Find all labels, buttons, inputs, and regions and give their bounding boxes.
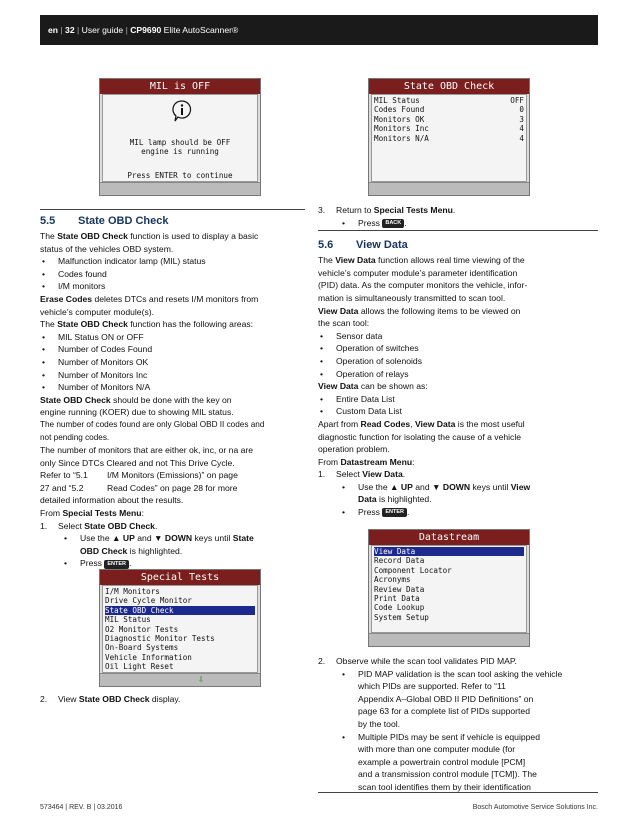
back-key-icon: BACK	[382, 219, 404, 228]
menu-item[interactable]: Review Data	[374, 584, 425, 594]
state-row: MIL Status OFF	[374, 96, 524, 105]
paragraph: The number of monitors that are either ok, inc, or na are	[40, 445, 254, 456]
page-header	[40, 15, 598, 45]
screen-title: Special Tests	[100, 570, 260, 585]
screen-footer	[369, 182, 529, 195]
paragraph: operation problem.	[318, 444, 390, 455]
paragraph: not pending codes.	[40, 432, 110, 442]
menu-item[interactable]: Code Lookup	[374, 603, 425, 613]
menu-item[interactable]: I/M Monitors	[105, 587, 160, 596]
divider	[40, 209, 305, 210]
list-item: • Number of Codes Found	[40, 343, 308, 356]
list-item: • I/M monitors	[40, 280, 308, 293]
mil-line-2: engine is running	[141, 147, 219, 156]
substep: • Use the ▲ UP and ▼ DOWN keys until View	[318, 481, 598, 494]
menu-item[interactable]: Drive Cycle Monitor	[105, 596, 192, 606]
paragraph: From Special Tests Menu:	[40, 508, 144, 519]
paragraph: State OBD Check should be done with the key on	[40, 394, 232, 405]
paragraph: diagnostic function for isolating the cause of a vehicle	[318, 431, 522, 442]
substep: • PID MAP validation is the scan tool asking the vehicle	[318, 668, 598, 681]
mil-line-1: MIL lamp should be OFF	[129, 138, 231, 147]
screen-title: MIL is OFF	[100, 79, 260, 94]
substep-cont: by the tool.	[358, 718, 401, 729]
menu-item[interactable]: Acronyms	[374, 575, 411, 585]
menu-item[interactable]: O2 Monitor Tests	[105, 624, 179, 634]
menu-item[interactable]: On-Board Systems	[105, 643, 179, 653]
state-obd-screen	[368, 78, 530, 196]
menu-item[interactable]: Diagnostic Monitor Tests	[105, 634, 215, 644]
screen-title: Datastream	[369, 530, 529, 545]
substep-cont: scan tool identifies them by their identification	[358, 781, 531, 792]
substep: • Use the ▲ UP and ▼ DOWN keys until State	[40, 532, 308, 545]
screen-footer	[100, 182, 260, 195]
special-tests-screen	[99, 569, 261, 687]
list-item: • Operation of solenoids	[318, 355, 598, 368]
mil-prompt: Press ENTER to continue	[127, 171, 233, 180]
list-item: • MIL Status ON or OFF	[40, 331, 308, 344]
cross-reference[interactable]: Refer to “5.1 I/M Monitors (Emissions)” on page	[40, 470, 238, 481]
substep-cont: page 63 for a complete list of PIDs supported	[358, 706, 530, 717]
list-item: • Number of Monitors N/A	[40, 381, 308, 394]
screen-footer	[369, 633, 529, 646]
paragraph: (PID) data. As the computer monitors the vehicle, infor-	[318, 280, 528, 291]
paragraph: detailed information about the results.	[40, 495, 184, 506]
left-column	[40, 214, 308, 570]
paragraph: The number of codes found are only Global OBD II codes and	[40, 419, 265, 429]
paragraph: mation is simultaneously transmitted to scan tool.	[318, 292, 506, 303]
info-icon	[172, 100, 192, 122]
paragraph: status of the vehicles OBD system.	[40, 243, 174, 254]
paragraph: The State OBD Check function has the following areas:	[40, 319, 254, 330]
list-item: • Malfunction indicator lamp (MIL) status	[40, 255, 308, 268]
list-item: • Sensor data	[318, 330, 598, 343]
paragraph: the scan tool:	[318, 318, 370, 329]
substep: • Press ENTER .	[40, 557, 308, 570]
step-2: 2. Observe while the scan tool validates PID MAP.	[318, 656, 517, 666]
paragraph: The State OBD Check function is used to display a basic	[40, 231, 259, 241]
state-row: Monitors N/A 4	[374, 133, 524, 143]
cross-reference[interactable]: 27 and “5.2 Read Codes” on page 28 for more	[40, 482, 238, 493]
list-item: • Custom Data List	[318, 405, 598, 418]
state-row: Codes Found 0	[374, 105, 524, 115]
paragraph: vehicle’s computer module’s parameter identification	[318, 267, 518, 278]
substep-cont: OBD Check is highlighted.	[80, 545, 183, 556]
enter-key-icon: ENTER	[382, 508, 407, 517]
state-row: Monitors Inc 4	[374, 124, 524, 134]
substep: • Press BACK .	[318, 217, 598, 230]
right-column	[318, 204, 598, 519]
menu-item[interactable]: Print Data	[374, 594, 420, 604]
paragraph: Apart from Read Codes, View Data is the most useful	[318, 418, 525, 429]
menu-item-selected[interactable]: State OBD Check	[105, 606, 255, 615]
right-column-lower	[318, 655, 598, 794]
substep-cont: which PIDs are supported. Refer to “11	[358, 681, 506, 692]
down-arrow-icon: ▼	[432, 481, 441, 492]
paragraph: Erase Codes deletes DTCs and resets I/M monitors from	[40, 293, 259, 304]
menu-item[interactable]: MIL Status	[105, 615, 151, 625]
paragraph: only Since DTCs Cleared and not This Drive Cycle.	[40, 457, 235, 468]
paragraph: View Data can be shown as:	[318, 381, 428, 392]
paragraph: The View Data function allows real time viewing of the	[318, 255, 525, 266]
substep: • Press ENTER .	[318, 506, 598, 519]
list-item: • Entire Data List	[318, 393, 598, 406]
header-text: en | 32 | User guide | CP9690 Elite AutoScanner®	[48, 25, 239, 35]
paragraph: View Data allows the following items to be viewed on	[318, 305, 521, 316]
list-item: • Number of Monitors OK	[40, 356, 308, 369]
mil-off-screen	[99, 78, 261, 196]
substep-cont: with more than one computer module (for	[358, 744, 516, 755]
step-3: 3. Return to Special Tests Menu.	[318, 205, 456, 215]
state-row: Monitors OK 3	[374, 114, 524, 124]
menu-item-selected[interactable]: View Data	[374, 547, 524, 556]
substep-cont: Data is highlighted.	[358, 494, 432, 505]
substep: • Multiple PIDs may be sent if vehicle is equipped	[318, 731, 598, 744]
screen-footer	[100, 673, 260, 686]
substep-cont: example a powertrain control module [PCM]	[358, 756, 526, 767]
section-heading-5-6: 5.6 View Data	[318, 239, 408, 252]
enter-key-icon: ENTER	[104, 560, 129, 569]
footer-left: 573464 | REV. B | 03.2016	[40, 804, 123, 811]
list-item: • Operation of relays	[318, 368, 598, 381]
menu-item[interactable]: Oil Light Reset	[105, 662, 174, 672]
paragraph: From Datastream Menu:	[318, 456, 415, 467]
list-item: • Number of Monitors Inc	[40, 369, 308, 382]
menu-item[interactable]: System Setup	[374, 612, 429, 622]
menu-item[interactable]: Component Locator	[374, 565, 452, 575]
footer-right: Bosch Automotive Service Solutions Inc.	[472, 804, 598, 811]
down-arrow-icon: ▼	[154, 533, 163, 544]
up-arrow-icon: ▲	[112, 533, 121, 544]
paragraph: vehicle’s computer module(s).	[40, 306, 154, 317]
screen-title: State OBD Check	[369, 79, 529, 94]
list-item: • Codes found	[40, 268, 308, 281]
substep-cont: and a transmission control module [TCM]). The	[358, 769, 537, 780]
section-heading-5-5: 5.5 State OBD Check	[40, 215, 169, 227]
paragraph: engine running (KOER) due to showing MIL status.	[40, 407, 234, 418]
datastream-screen	[368, 529, 530, 647]
step-1: 1. Select View Data.	[318, 469, 406, 480]
up-arrow-icon: ▲	[390, 481, 399, 492]
list-item: • Operation of switches	[318, 342, 598, 355]
menu-item[interactable]: Record Data	[374, 556, 425, 566]
step-2: 2. View State OBD Check display.	[40, 694, 181, 704]
footer-divider	[318, 792, 598, 793]
step-1: 1. Select State OBD Check.	[40, 520, 158, 531]
scroll-down-icon[interactable]: ⇩	[197, 674, 204, 685]
menu-item[interactable]: Vehicle Information	[105, 652, 192, 662]
substep-cont[interactable]: Appendix A–Global OBD II PID Definitions” on	[358, 693, 534, 704]
